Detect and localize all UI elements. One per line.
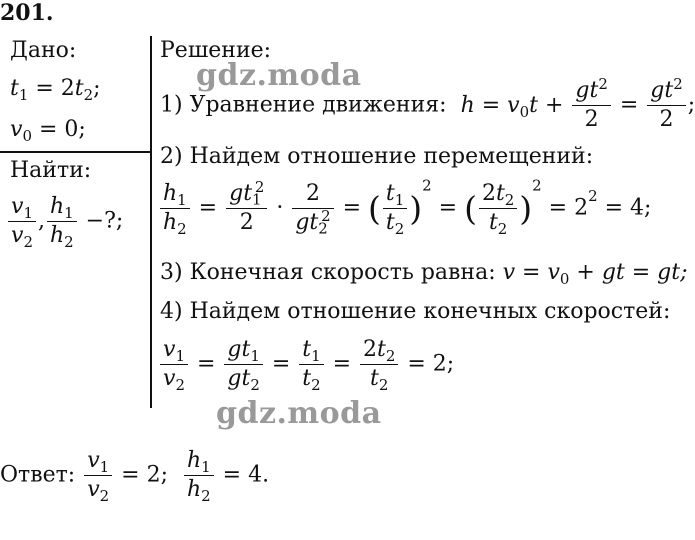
step3-line: 3) Конечная скорость равна: $v = v_0$ + gt = gt;: [160, 260, 688, 289]
problem-number: 201.: [0, 0, 54, 26]
answer-line: Ответ: $\frac{v_1}{v_2}$ = 2; $\frac{h_1}{h_2}$ = 4.: [0, 448, 270, 506]
step2-text: 2) Найдем отношение перемещений:: [160, 144, 594, 169]
solution-heading: Решение:: [160, 38, 272, 63]
given-heading: Дано:: [10, 38, 77, 63]
watermark-top: gdz.moda: [196, 58, 362, 93]
vertical-divider: [150, 36, 152, 408]
step1-line: 1) Уравнение движения: $h = v_0t$ + $\frac{gt^2}{2}$ = $\frac{gt^2}{2}$ ;: [160, 74, 695, 132]
watermark-bottom: gdz.moda: [216, 396, 382, 431]
find-expression: $\frac{v_1}{v_2}$ , $\frac{h_1}{h_2}$ −?;: [6, 196, 123, 247]
step2-formula: $\frac{h_1}{h_2}$ = $\frac{gt_1^2}{2}$ · $\frac{2}{gt_2^2}$ = ( $\frac{t_1}{t_2}$ )$^2$ = ( $\frac{2t_2}{t_2}$ )$^2 = 2^2 = 4$;: [158, 183, 651, 234]
given-t1-equation: $t_1 = 2t_2$;: [10, 76, 101, 105]
step4-text: 4) Найдем отношение конечных скоростей:: [160, 299, 671, 324]
step4-formula: $\frac{v_1}{v_2}$ = $\frac{gt_1}{gt_2}$ = $\frac{t_1}{t_2}$ = $\frac{2t_2}{t_2}$ = 2;: [158, 339, 454, 390]
given-find-divider: [0, 151, 150, 153]
given-v0-equation: $v_0 = 0$;: [10, 117, 86, 146]
find-heading: Найти:: [10, 158, 92, 183]
